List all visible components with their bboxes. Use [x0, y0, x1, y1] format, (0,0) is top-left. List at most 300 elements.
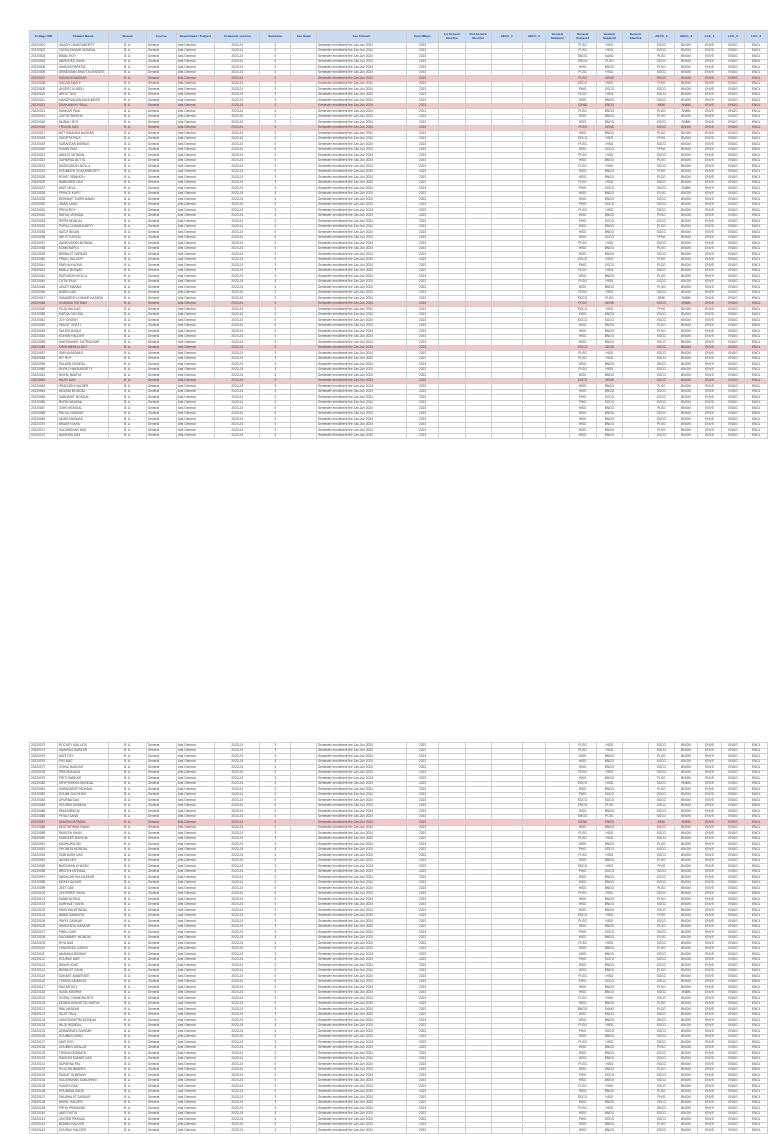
- table-cell: ENVS: [698, 836, 722, 842]
- table-cell: HISG: [596, 356, 623, 362]
- table-cell: 3: [260, 329, 291, 335]
- table-cell: PLSG: [648, 384, 674, 390]
- table-cell: 20220042: [30, 268, 58, 274]
- table-cell: 20220048: [30, 301, 58, 307]
- table-cell: 20220023: [30, 164, 58, 170]
- table-cell: B. A.: [109, 743, 146, 749]
- table-cell: SOCG: [648, 1117, 674, 1123]
- table-cell: BNGM: [674, 202, 698, 208]
- table-cell: B. A.: [109, 81, 146, 87]
- table-cell: ENVS: [698, 279, 722, 285]
- table-cell: 2023-24: [215, 147, 260, 153]
- table-cell: 2023: [406, 384, 438, 390]
- table-cell: Semester enrollment fee Jan-Jun 2024: [317, 120, 407, 126]
- table-cell: Semester enrollment fee Jan-Jun 2024: [317, 230, 407, 236]
- table-cell: Arts General: [176, 1001, 215, 1007]
- table-cell: General: [146, 1045, 176, 1051]
- table-cell: SOUMEEN CHAKRABORTY: [57, 169, 108, 175]
- table-cell: HISG: [569, 1100, 596, 1106]
- table-cell: BNGM: [674, 307, 698, 313]
- table-cell: PLSG: [648, 114, 674, 120]
- table-cell: BIKASH SAHU: [57, 422, 108, 428]
- table-cell: ENGG: [596, 820, 623, 826]
- table-cell: ENGG: [721, 924, 745, 930]
- table-cell: SOCG: [648, 759, 674, 765]
- table-cell: Semester enrollment fee Jan-Jun 2024: [317, 776, 407, 782]
- table-cell: 3: [260, 1012, 291, 1018]
- table-cell: 2023: [406, 996, 438, 1002]
- table-cell: 3: [260, 1029, 291, 1035]
- table-cell: Semester enrollment fee Jan-Jun 2024: [317, 142, 407, 148]
- table-cell: 2023: [406, 1034, 438, 1040]
- table-cell: BNGM: [674, 759, 698, 765]
- table-cell: BNGM: [674, 92, 698, 98]
- table-cell: 2023-24: [215, 345, 260, 351]
- table-cell: 3: [260, 186, 291, 192]
- table-cell: General: [146, 263, 176, 269]
- table-cell: 20220126: [30, 1034, 58, 1040]
- table-cell: RAHUL NASKAR: [57, 411, 108, 417]
- table-cell: 2023-24: [215, 142, 260, 148]
- table-cell: 2023: [406, 1051, 438, 1057]
- table-cell: Semester enrollment fee Jan-Jun 2024: [317, 76, 407, 82]
- table-cell: SOCG: [596, 219, 623, 225]
- table-cell: PLSG: [569, 1106, 596, 1112]
- table-cell: 3: [260, 869, 291, 875]
- table-cell: Semester enrollment fee Jan-Jun 2024: [317, 996, 407, 1002]
- table-cell: PHIG: [569, 792, 596, 798]
- table-cell: ENGG: [721, 809, 745, 815]
- table-cell: ENVS: [698, 422, 722, 428]
- table-cell: HISG: [569, 968, 596, 974]
- table-cell: B. A.: [109, 1128, 146, 1134]
- table-cell: HISG: [569, 285, 596, 291]
- table-cell: 2023-24: [215, 378, 260, 384]
- table-cell: SUDIPTA PAUL: [57, 136, 108, 142]
- table-cell: 3: [260, 263, 291, 269]
- table-cell: Arts General: [176, 880, 215, 886]
- table-cell: HISG: [596, 1040, 623, 1046]
- table-cell: BNGM: [674, 373, 698, 379]
- table-cell: ENGL: [745, 820, 768, 826]
- table-cell: ENGG: [721, 1023, 745, 1029]
- table-cell: General: [146, 131, 176, 137]
- table-cell: ENGL: [745, 235, 768, 241]
- table-cell: 2023-24: [215, 373, 260, 379]
- table-cell: ENGG: [721, 842, 745, 848]
- table-cell: B. A.: [109, 1117, 146, 1123]
- table-cell: 2023: [406, 963, 438, 969]
- table-cell: SOCG: [648, 1073, 674, 1079]
- table-cell: SOCG: [648, 367, 674, 373]
- table-cell: B. A.: [109, 279, 146, 285]
- table-cell: PLSG: [648, 213, 674, 219]
- table-cell: DEBANGAN BHATTACHARJEE: [57, 70, 108, 76]
- table-cell: 2023: [406, 202, 438, 208]
- table-cell: SOCG: [648, 792, 674, 798]
- table-cell: ENVS: [698, 1122, 722, 1128]
- table-cell: ENGL: [745, 781, 768, 787]
- table-cell: BNGG: [596, 902, 623, 908]
- table-cell: HISG: [569, 334, 596, 340]
- table-cell: ENVS: [698, 1001, 722, 1007]
- table-cell: 3: [260, 1040, 291, 1046]
- table-cell: ENVS: [698, 54, 722, 60]
- table-cell: ENGL: [745, 367, 768, 373]
- table-cell: 2023: [406, 946, 438, 952]
- table-cell: 20220088: [30, 825, 58, 831]
- table-cell: ENVS: [698, 417, 722, 423]
- table-cell: Arts General: [176, 996, 215, 1002]
- table-cell: SOCG: [596, 147, 623, 153]
- table-cell: Arts General: [176, 836, 215, 842]
- table-cell: 3: [260, 362, 291, 368]
- table-cell: BISWAJIT SARKAR: [57, 252, 108, 258]
- table-cell: SOCG: [648, 1051, 674, 1057]
- table-cell: 3: [260, 279, 291, 285]
- table-cell: 3: [260, 235, 291, 241]
- table-cell: Semester enrollment fee Jan-Jun 2024: [317, 1051, 407, 1057]
- table-cell: SOCG: [648, 417, 674, 423]
- table-cell: RIYA DAS: [57, 941, 108, 947]
- table-cell: ENGL: [745, 743, 768, 749]
- table-cell: ENVS: [698, 175, 722, 181]
- table-cell: ENGG: [721, 1051, 745, 1057]
- table-cell: SOCG: [648, 974, 674, 980]
- table-cell: B. A.: [109, 957, 146, 963]
- table-cell: GOPAL CHANDRA ROY: [57, 996, 108, 1002]
- table-cell: 20220033: [30, 219, 58, 225]
- table-cell: 2023-24: [215, 798, 260, 804]
- table-cell: Semester enrollment fee Jan-Jun 2024: [317, 43, 407, 49]
- table-cell: Semester enrollment fee Jan-Jun 2024: [317, 180, 407, 186]
- table-cell: 2023: [406, 847, 438, 853]
- table-cell: SOMA BAPUI: [57, 246, 108, 252]
- table-cell: 2023: [406, 92, 438, 98]
- table-cell: PLSG: [648, 158, 674, 164]
- table-cell: ENGG: [721, 743, 745, 749]
- table-cell: BNGG: [596, 213, 623, 219]
- table-cell: BNGG: [596, 340, 623, 346]
- table-cell: ENGG: [721, 362, 745, 368]
- table-cell: 20220117: [30, 985, 58, 991]
- table-cell: General: [146, 1018, 176, 1024]
- table-cell: 2023: [406, 296, 438, 302]
- table-cell: BNGM: [674, 334, 698, 340]
- table-cell: 2023-24: [215, 743, 260, 749]
- table-cell: 3: [260, 996, 291, 1002]
- table-cell: ENGG: [721, 373, 745, 379]
- table-cell: PAYEL SARKAR: [57, 919, 108, 925]
- table-cell: ENGG: [721, 803, 745, 809]
- table-cell: 3: [260, 1001, 291, 1007]
- table-cell: SAGIT BIGAN: [57, 230, 108, 236]
- table-cell: SUMONI MONDAL: [57, 820, 108, 826]
- table-cell: Semester enrollment fee Jan-Jun 2024: [317, 886, 407, 892]
- table-cell: BNGM: [674, 158, 698, 164]
- table-cell: ENVS: [698, 798, 722, 804]
- table-cell: 3: [260, 897, 291, 903]
- table-cell: ENGL: [745, 891, 768, 897]
- table-cell: 3: [260, 268, 291, 274]
- table-cell: BOMBA HALDER: [57, 1122, 108, 1128]
- table-cell: ENGG: [721, 902, 745, 908]
- table-cell: Semester enrollment fee Jan-Jun 2024: [317, 1067, 407, 1073]
- table-cell: B. A.: [109, 48, 146, 54]
- table-cell: ENGL: [745, 428, 768, 434]
- table-cell: B. A.: [109, 433, 146, 439]
- table-cell: 2023-24: [215, 395, 260, 401]
- table-cell: JAYATI MANNA: [57, 285, 108, 291]
- table-cell: 20220080: [30, 781, 58, 787]
- table-cell: 2023: [406, 329, 438, 335]
- table-cell: 20220081: [30, 787, 58, 793]
- table-cell: ENGL: [745, 241, 768, 247]
- table-cell: 2023: [406, 406, 438, 412]
- table-cell: 3: [260, 180, 291, 186]
- table-cell: HISG: [569, 422, 596, 428]
- table-cell: BNGM: [674, 952, 698, 958]
- table-cell: 3: [260, 1089, 291, 1095]
- table-cell: Semester enrollment fee Jan-Jun 2024: [317, 70, 407, 76]
- table-cell: 2023: [406, 748, 438, 754]
- table-cell: B. A.: [109, 897, 146, 903]
- table-cell: ENVS: [698, 125, 722, 131]
- table-cell: 2023: [406, 875, 438, 881]
- table-cell: 20220139: [30, 1106, 58, 1112]
- table-cell: 2023-24: [215, 411, 260, 417]
- table-cell: BNGM: [674, 963, 698, 969]
- table-cell: 3: [260, 776, 291, 782]
- table-cell: SOCG: [648, 318, 674, 324]
- table-cell: 20220092: [30, 847, 58, 853]
- table-cell: 20220017: [30, 131, 58, 137]
- table-cell: 2023: [406, 798, 438, 804]
- table-cell: HISG: [596, 913, 623, 919]
- table-cell: 2023-24: [215, 957, 260, 963]
- table-cell: SOCG: [596, 202, 623, 208]
- table-cell: 3: [260, 1051, 291, 1057]
- table-cell: BNGM: [674, 765, 698, 771]
- table-cell: PHIG: [648, 235, 674, 241]
- table-cell: SOCG: [648, 230, 674, 236]
- table-cell: 3: [260, 1018, 291, 1024]
- table-cell: PLSG: [648, 946, 674, 952]
- table-cell: Arts General: [176, 323, 215, 329]
- table-cell: ENGG: [721, 864, 745, 870]
- table-cell: 3: [260, 417, 291, 423]
- table-cell: Semester enrollment fee Jan-Jun 2024: [317, 864, 407, 870]
- table-cell: Semester enrollment fee Jan-Jun 2024: [317, 257, 407, 263]
- table-cell: General: [146, 433, 176, 439]
- table-cell: MONISHA BHATTACHARYA: [57, 1001, 108, 1007]
- table-cell: ENGG: [721, 351, 745, 357]
- table-cell: Semester enrollment fee Jan-Jun 2024: [317, 754, 407, 760]
- table-cell: 2023: [406, 312, 438, 318]
- table-cell: B. A.: [109, 1012, 146, 1018]
- table-cell: BNGM: [674, 279, 698, 285]
- table-cell: General: [146, 98, 176, 104]
- table-cell: PLSG: [648, 886, 674, 892]
- table-cell: Semester enrollment fee Jan-Jun 2024: [317, 1018, 407, 1024]
- table-cell: 3: [260, 373, 291, 379]
- table-cell: BNGM: [674, 318, 698, 324]
- table-cell: ENGL: [745, 164, 768, 170]
- table-cell: BNGG: [596, 935, 623, 941]
- table-cell: 2023-24: [215, 1062, 260, 1068]
- table-cell: BNGG: [596, 274, 623, 280]
- table-cell: Semester enrollment fee Jan-Jun 2024: [317, 869, 407, 875]
- table-cell: ENVS: [698, 930, 722, 936]
- table-cell: Arts General: [176, 891, 215, 897]
- table-cell: ENGL: [745, 296, 768, 302]
- table-cell: B. A.: [109, 92, 146, 98]
- table-cell: NANKIRA DAS: [57, 433, 108, 439]
- table-cell: SOCG: [648, 1034, 674, 1040]
- table-cell: 2023-24: [215, 76, 260, 82]
- table-cell: PLSG: [569, 831, 596, 837]
- table-cell: SOCG: [596, 400, 623, 406]
- table-cell: SOCG: [596, 318, 623, 324]
- table-cell: B. A.: [109, 158, 146, 164]
- table-cell: HISG: [569, 323, 596, 329]
- table-cell: Semester enrollment fee Jan-Jun 2024: [317, 1045, 407, 1051]
- table-cell: 20220039: [30, 252, 58, 258]
- table-cell: ENGL: [745, 70, 768, 76]
- table-cell: ENVS: [698, 875, 722, 881]
- column-header: LCC_2: [721, 31, 745, 43]
- table-cell: ENGL: [745, 191, 768, 197]
- table-cell: Arts General: [176, 103, 215, 109]
- table-cell: B. A.: [109, 257, 146, 263]
- table-cell: SOCG: [648, 743, 674, 749]
- table-cell: B. A.: [109, 1100, 146, 1106]
- table-cell: HISG: [569, 329, 596, 335]
- table-cell: BNGM: [674, 946, 698, 952]
- table-cell: 20220069: [30, 417, 58, 423]
- table-cell: Arts General: [176, 1100, 215, 1106]
- table-cell: HISG: [569, 1045, 596, 1051]
- table-cell: PLSG: [569, 1023, 596, 1029]
- table-cell: ENVS: [698, 411, 722, 417]
- table-cell: Arts General: [176, 389, 215, 395]
- table-cell: ENVS: [698, 241, 722, 247]
- table-cell: SOCG: [596, 263, 623, 269]
- table-cell: ENGL: [745, 142, 768, 148]
- table-cell: SOCG: [648, 803, 674, 809]
- table-cell: B. A.: [109, 323, 146, 329]
- table-cell: B. A.: [109, 776, 146, 782]
- table-cell: General: [146, 147, 176, 153]
- table-cell: NIKHIL BAIDYA: [57, 373, 108, 379]
- table-cell: 20220015: [30, 120, 58, 126]
- table-cell: SOCG: [648, 836, 674, 842]
- table-cell: 3: [260, 825, 291, 831]
- table-cell: BNGM: [674, 798, 698, 804]
- table-cell: 20220055: [30, 340, 58, 346]
- table-cell: ENGL: [745, 1045, 768, 1051]
- table-cell: General: [146, 54, 176, 60]
- table-cell: BNGG: [596, 422, 623, 428]
- table-cell: 2023-24: [215, 1029, 260, 1035]
- table-cell: ENVS: [698, 803, 722, 809]
- table-cell: ENGG: [721, 1045, 745, 1051]
- table-cell: ENGL: [745, 897, 768, 903]
- table-cell: PLSG: [648, 776, 674, 782]
- table-cell: Semester enrollment fee Jan-Jun 2024: [317, 164, 407, 170]
- table-cell: Semester enrollment fee Jan-Jun 2024: [317, 307, 407, 313]
- table-cell: General: [146, 1062, 176, 1068]
- table-cell: 2023-24: [215, 235, 260, 241]
- table-cell: B. A.: [109, 296, 146, 302]
- table-cell: [291, 1128, 317, 1134]
- table-cell: 2023: [406, 120, 438, 126]
- table-cell: 2023-24: [215, 356, 260, 362]
- table-cell: 20220086: [30, 814, 58, 820]
- table-cell: 2023: [406, 114, 438, 120]
- table-cell: SOCG: [648, 252, 674, 258]
- table-cell: Semester enrollment fee Jan-Jun 2024: [317, 1062, 407, 1068]
- table-cell: ENGG: [721, 1018, 745, 1024]
- table-cell: Arts General: [176, 367, 215, 373]
- table-cell: General: [146, 1111, 176, 1117]
- table-cell: B. A.: [109, 1007, 146, 1013]
- table-cell: PLSG: [569, 1084, 596, 1090]
- table-cell: BNGG: [569, 1007, 596, 1013]
- table-cell: BNGG: [596, 417, 623, 423]
- table-cell: SOCG: [648, 340, 674, 346]
- table-cell: B. A.: [109, 153, 146, 159]
- table-cell: PLSG: [569, 1040, 596, 1046]
- table-cell: 3: [260, 1128, 291, 1134]
- table-cell: TUTAI PAUL: [57, 279, 108, 285]
- table-cell: B. A.: [109, 798, 146, 804]
- table-cell: SOCG: [648, 875, 674, 881]
- table-cell: ENGG: [721, 1100, 745, 1106]
- table-cell: SARANDEEP MONDAL: [57, 787, 108, 793]
- table-cell: General: [146, 384, 176, 390]
- table-cell: 2023-24: [215, 1023, 260, 1029]
- table-cell: Semester enrollment fee Jan-Jun 2024: [317, 87, 407, 93]
- table-cell: Semester enrollment fee Jan-Jun 2024: [317, 109, 407, 115]
- table-cell: ENGG: [569, 814, 596, 820]
- table-cell: ENGG: [721, 65, 745, 71]
- table-cell: HISG: [596, 241, 623, 247]
- table-cell: SOCG: [648, 98, 674, 104]
- table-cell: SHUBHAJIT SARKAR: [57, 1095, 108, 1101]
- table-cell: General: [146, 1051, 176, 1057]
- table-cell: PHIG: [648, 147, 674, 153]
- table-cell: General: [146, 858, 176, 864]
- table-cell: ENGG: [721, 279, 745, 285]
- table-cell: BISHAMIT SARKHANAN: [57, 197, 108, 203]
- table-cell: Semester enrollment fee Jan-Jun 2024: [317, 65, 407, 71]
- table-cell: ENGL: [745, 1073, 768, 1079]
- table-cell: B. A.: [109, 114, 146, 120]
- table-cell: Arts General: [176, 1089, 215, 1095]
- table-cell: ENVS: [698, 985, 722, 991]
- table-cell: Semester enrollment fee Jan-Jun 2024: [317, 1095, 407, 1101]
- table-cell: 20220096: [30, 869, 58, 875]
- table-cell: NIKHIL HALDER: [57, 1100, 108, 1106]
- table-cell: 20220131: [30, 1062, 58, 1068]
- table-cell: 3: [260, 219, 291, 225]
- table-cell: SOCG: [648, 59, 674, 65]
- table-cell: ENVS: [698, 897, 722, 903]
- table-cell: Semester enrollment fee Jan-Jun 2024: [317, 781, 407, 787]
- table-cell: ENGL: [745, 1040, 768, 1046]
- table-cell: Arts General: [176, 1062, 215, 1068]
